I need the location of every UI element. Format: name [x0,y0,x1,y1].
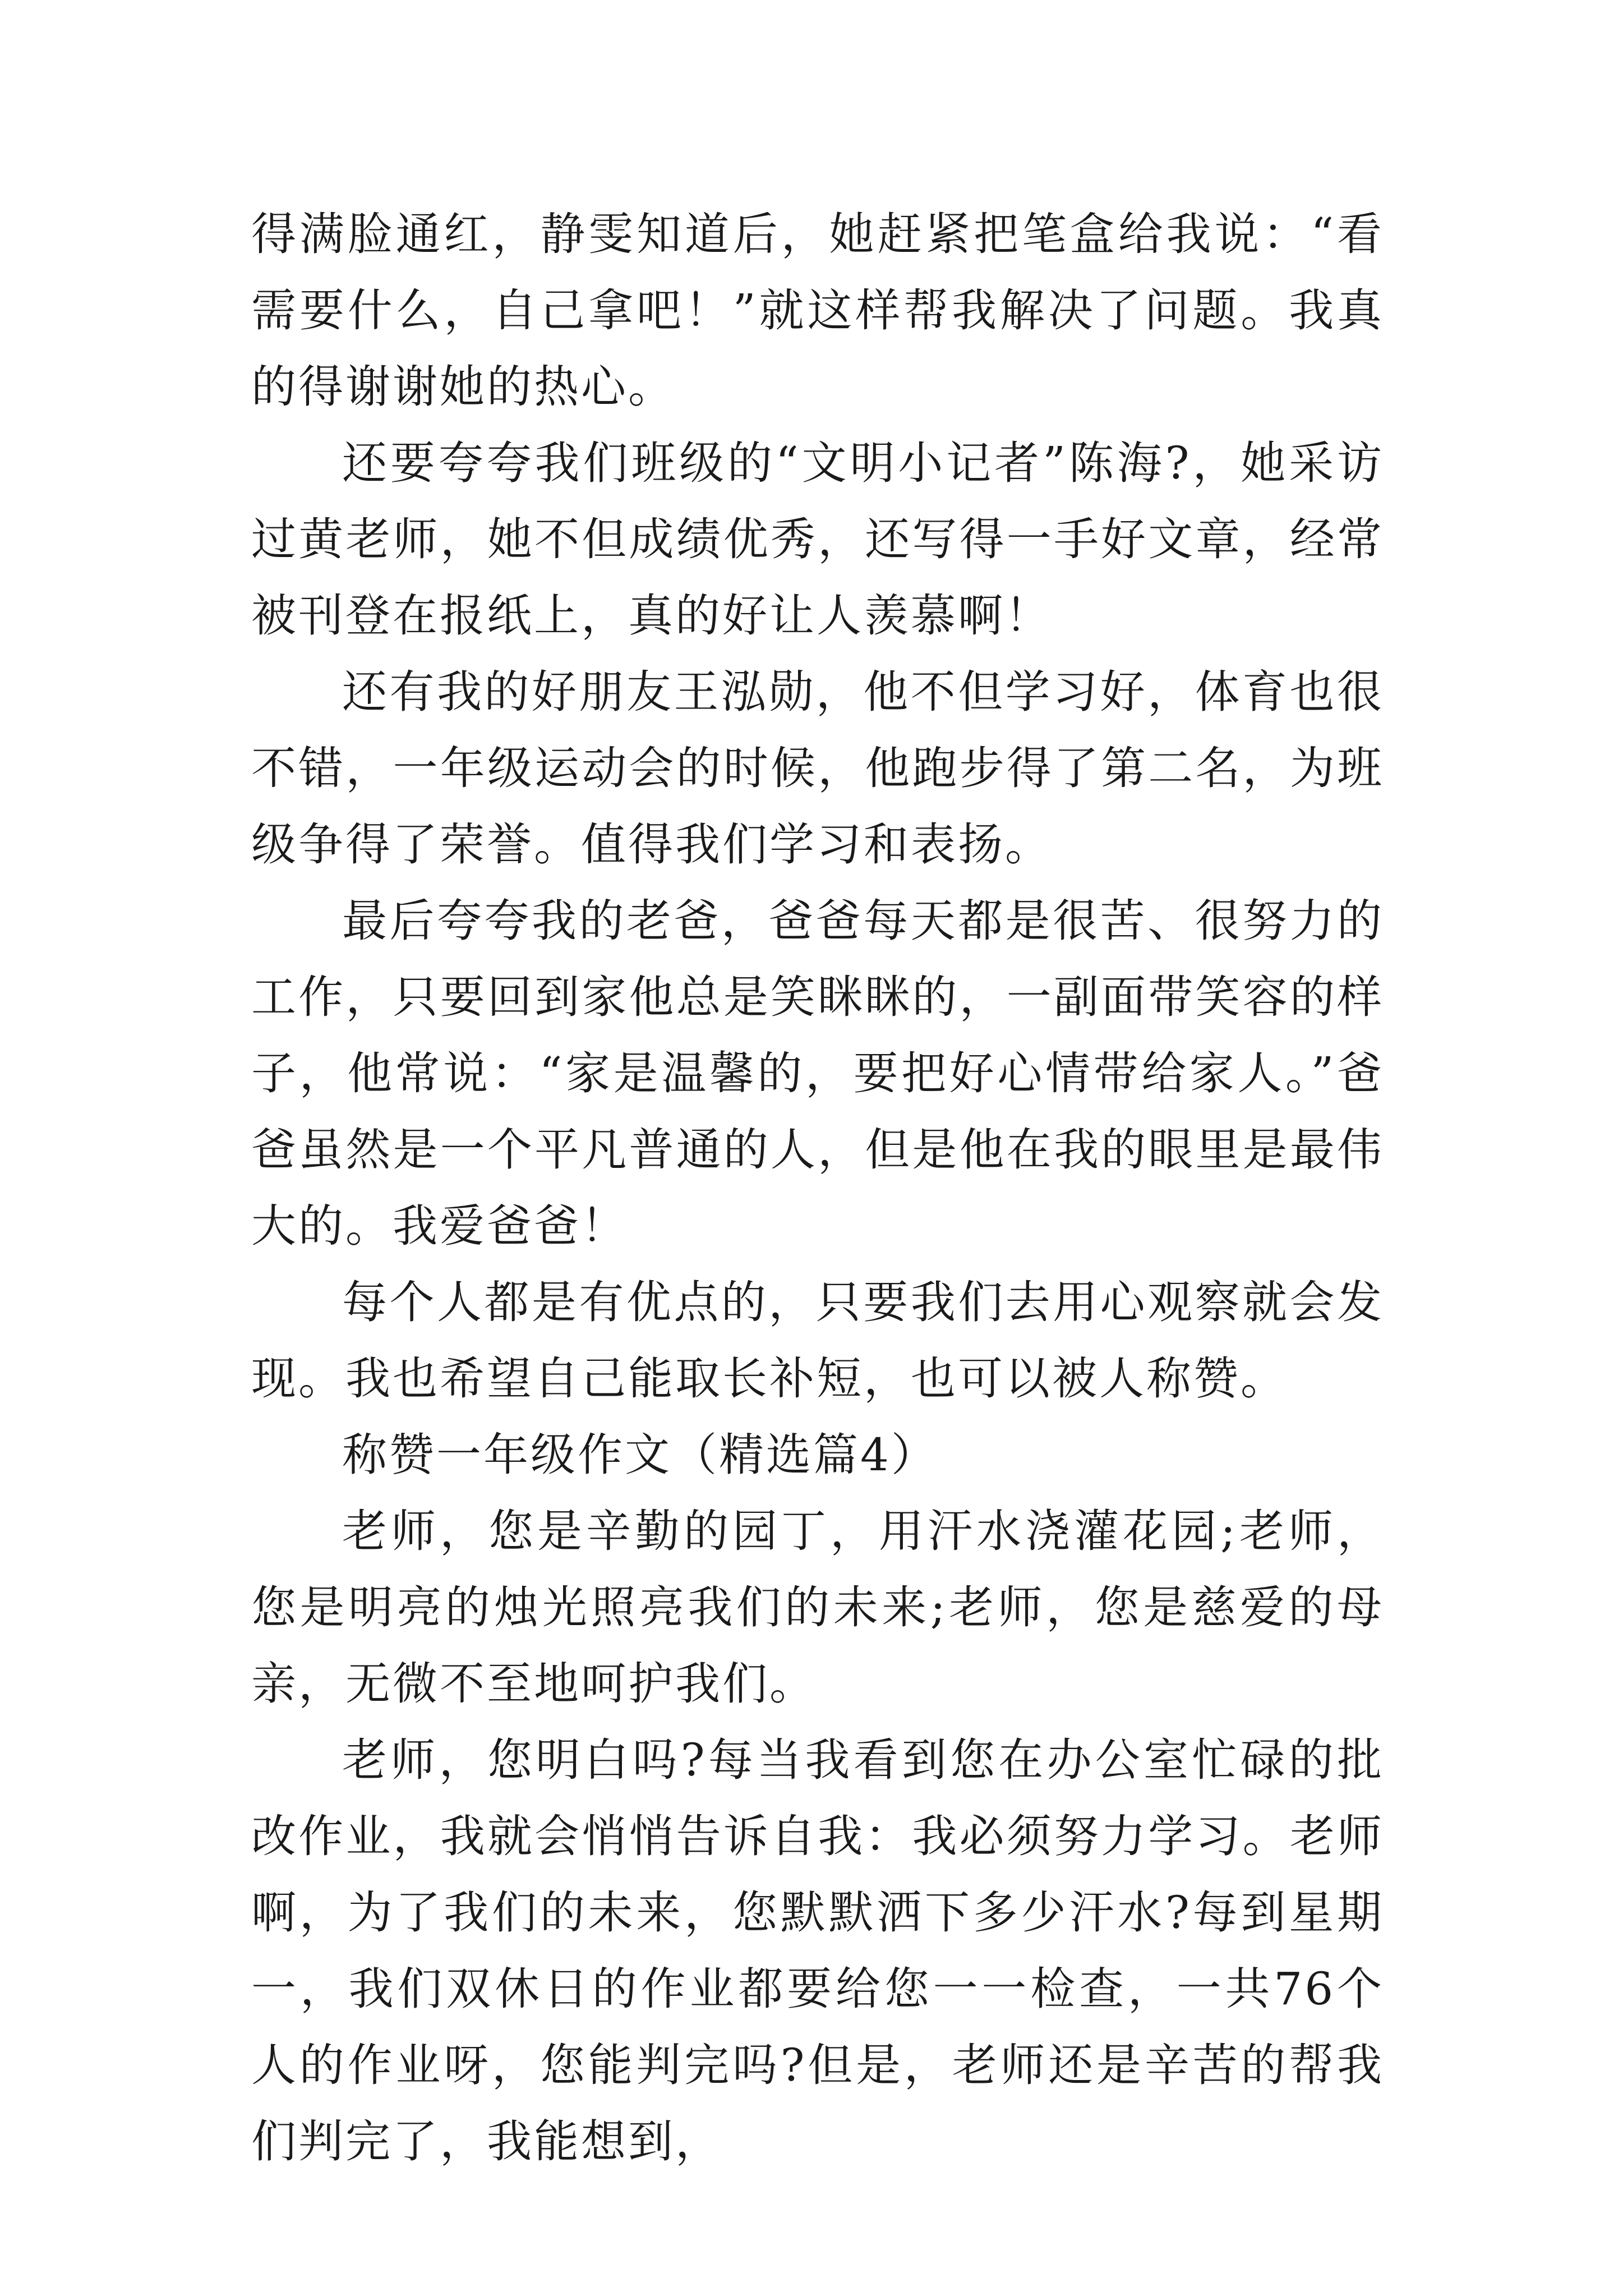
paragraph-4: 最后夸夸我的老爸，爸爸每天都是很苦、很努力的工作，只要回到家他总是笑眯眯的，一副面带笑容的样子，他常说：“家是温馨的，要把好心情带给家人。”爸爸虽然是一个平凡普通的人，但是他在我的眼里是最伟大的。我爱爸爸！ [251,895,1384,1252]
section-paragraph-2: 老师，您明白吗?每当我看到您在办公室忙碌的批改作业，我就会悄悄告诉自我：我必须努力学习。老师啊，为了我们的未来，您默默洒下多少汗水?每到星期一，我们双休日的作业都要给您一一检查，一共76个人的作业呀，您能判完吗?但是，老师还是辛苦的帮我们判完了，我能想到， [251,1734,1384,2168]
paragraph-3: 还有我的好朋友王泓勋，他不但学习好，体育也很不错，一年级运动会的时候，他跑步得了第二名，为班级争得了荣誉。值得我们学习和表扬。 [251,666,1384,871]
document-page [251,196,1384,2180]
paragraph-5: 每个人都是有优点的，只要我们去用心观察就会发现。我也希望自己能取长补短，也可以被人称赞。 [251,1276,1384,1405]
paragraph-1: 得满脸通红，静雯知道后，她赶紧把笔盒给我说：“看需要什么，自己拿吧！”就这样帮我解决了问题。我真的得谢谢她的热心。 [251,208,1384,413]
section-title: 称赞一年级作文（精选篇4） [342,1429,938,1481]
section-paragraph-1: 老师，您是辛勤的园丁，用汗水浇灌花园;老师，您是明亮的烛光照亮我们的未来;老师，您是慈爱的母亲，无微不至地呵护我们。 [251,1505,1384,1710]
paragraph-2: 还要夸夸我们班级的“文明小记者”陈海?，她采访过黄老师，她不但成绩优秀，还写得一手好文章，经常被刊登在报纸上，真的好让人羡慕啊！ [251,437,1384,642]
